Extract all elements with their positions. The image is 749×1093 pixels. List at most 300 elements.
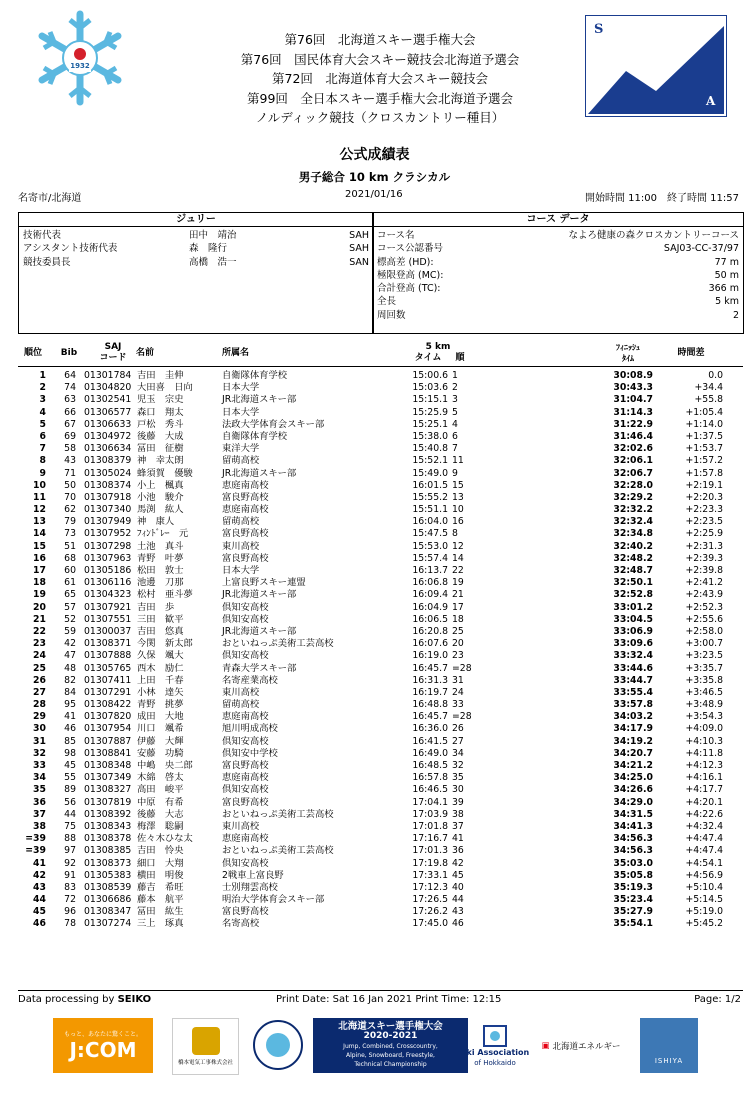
result-bib: 88 <box>64 833 76 845</box>
result-club: 恵庭南高校 <box>222 479 269 491</box>
result-club: 倶知安高校 <box>222 613 269 625</box>
result-diff: +55.8 <box>694 394 723 406</box>
result-row <box>18 894 743 906</box>
jury-row <box>19 242 373 255</box>
result-row <box>18 821 743 833</box>
result-bib: 89 <box>64 784 76 796</box>
col-rank: 順位 <box>23 348 42 358</box>
result-club: 富良野高校 <box>222 906 269 918</box>
result-rank: 21 <box>33 613 46 625</box>
result-name: 蜂須賀 優駿 <box>137 467 193 479</box>
result-rank: 31 <box>33 735 46 747</box>
result-club: 留萌高校 <box>222 516 260 528</box>
result-bib: 71 <box>64 467 76 479</box>
result-split-order: 46 <box>452 918 464 930</box>
result-diff: +4:17.7 <box>685 784 723 796</box>
result-diff: +4:10.3 <box>685 735 723 747</box>
result-name: 松村 亜斗夢 <box>137 589 193 601</box>
result-finish-time: 31:22.9 <box>613 418 653 430</box>
result-split-order: 5 <box>452 406 458 418</box>
result-rank: 9 <box>39 467 46 479</box>
result-saj-code: 01307349 <box>84 772 132 784</box>
result-split-time: 17:01.3 <box>412 845 448 857</box>
result-bib: 47 <box>64 650 76 662</box>
result-bib: 41 <box>64 711 76 723</box>
col-finish-time: ﾀｲﾑ <box>622 354 634 363</box>
course-label: 全長 <box>377 296 397 308</box>
championship-banner: 北海道スキー選手権大会 2020-2021 Jump, Combined, Crosscountry, Alpine, Snowboard, Freestyle, Technical Championship <box>313 1018 468 1073</box>
result-split-order: 4 <box>452 418 458 430</box>
result-diff: +1:57.8 <box>685 467 723 479</box>
result-split-time: 15:52.1 <box>412 455 448 467</box>
result-finish-time: 34:19.2 <box>613 735 653 747</box>
result-saj-code: 01305186 <box>84 565 132 576</box>
result-row <box>18 589 743 601</box>
result-club: 日本大学 <box>222 382 260 394</box>
result-diff: +2:55.6 <box>685 613 723 625</box>
result-saj-code: 01308385 <box>84 845 132 857</box>
result-bib: 46 <box>64 723 76 735</box>
result-rank: 36 <box>33 796 46 808</box>
result-diff: +2:19.1 <box>685 479 723 491</box>
result-split-time: 15:15.1 <box>412 394 448 406</box>
result-name: 後藤 大成 <box>137 430 184 442</box>
result-saj-code: 01304323 <box>84 589 132 601</box>
result-row <box>18 626 743 638</box>
result-split-order: 16 <box>452 516 464 528</box>
result-saj-code: 01307887 <box>84 735 132 747</box>
result-club: JR北海道スキー部 <box>222 589 297 601</box>
result-split-order: 33 <box>452 699 464 711</box>
result-club: 明治大学体育会スキー部 <box>222 894 325 906</box>
result-name: 久保 颯大 <box>137 650 184 662</box>
result-club: 富良野高校 <box>222 491 269 503</box>
result-name: 木綿 啓太 <box>137 772 184 784</box>
result-finish-time: 32:52.8 <box>613 589 653 601</box>
result-rank: 17 <box>33 565 46 576</box>
result-split-time: 15:49.0 <box>412 467 448 479</box>
result-saj-code: 01307949 <box>84 516 132 528</box>
result-club: 留萌高校 <box>222 455 260 467</box>
result-finish-time: 32:50.1 <box>613 577 653 589</box>
result-finish-time: 31:46.4 <box>613 430 653 442</box>
result-split-time: 15:00.6 <box>412 370 448 381</box>
result-finish-time: 32:29.2 <box>613 491 653 503</box>
result-club: 倶知安高校 <box>222 601 269 613</box>
result-split-order: 1 <box>452 370 458 381</box>
result-rank: 35 <box>33 784 46 796</box>
result-rank: 19 <box>33 589 46 601</box>
result-name: 伊藤 大輝 <box>137 735 184 747</box>
result-rank: 37 <box>33 808 46 820</box>
col-diff: 時間差 <box>677 348 705 358</box>
col-club: 所属名 <box>222 348 250 358</box>
result-split-time: 16:13.7 <box>412 565 448 576</box>
logo-year: 1932 <box>70 62 90 70</box>
result-saj-code: 01308539 <box>84 881 132 893</box>
result-diff: +4:22.6 <box>685 808 723 820</box>
result-bib: 97 <box>64 845 76 857</box>
result-saj-code: 01307298 <box>84 540 132 552</box>
jury-club: SAN <box>349 256 369 268</box>
result-split-order: 45 <box>452 869 464 881</box>
seiko-logo: SEIKO <box>117 994 152 1005</box>
result-row <box>18 906 743 918</box>
result-row <box>18 614 743 626</box>
result-finish-time: 32:02.6 <box>613 443 653 455</box>
result-split-time: 17:12.3 <box>412 881 448 893</box>
result-split-order: 20 <box>452 638 464 650</box>
result-split-time: 17:16.7 <box>412 833 448 845</box>
result-row <box>18 468 743 480</box>
result-diff: +5:10.4 <box>685 881 723 893</box>
result-club: 恵庭南高校 <box>222 711 269 723</box>
result-bib: 67 <box>64 418 76 430</box>
result-split-order: 18 <box>452 613 464 625</box>
result-split-time: 15:03.6 <box>412 382 448 394</box>
result-rank: 45 <box>33 906 46 918</box>
result-rank: 20 <box>33 601 46 613</box>
event-header <box>170 30 590 128</box>
result-split-time: 17:26.2 <box>412 906 448 918</box>
result-finish-time: 33:09.6 <box>613 638 653 650</box>
result-name: 神 幸太朗 <box>137 455 184 467</box>
result-rank: 13 <box>33 516 46 528</box>
course-row <box>373 309 743 322</box>
result-split-order: 23 <box>452 650 464 662</box>
result-bib: 51 <box>64 540 76 552</box>
result-rank: 10 <box>33 479 46 491</box>
result-name: 小上 楓真 <box>137 479 184 491</box>
result-split-order: 32 <box>452 760 464 771</box>
result-name: ﾌｨﾝﾄﾞﾚｰ 元 <box>137 528 189 540</box>
result-bib: 63 <box>64 394 76 406</box>
result-split-order: 6 <box>452 430 458 442</box>
result-finish-time: 34:56.3 <box>613 833 653 845</box>
result-saj-code: 01308343 <box>84 820 132 832</box>
print-info: Print Date: Sat 16 Jan 2021 Print Time: 12:15 <box>276 994 502 1005</box>
result-diff: +3:00.7 <box>685 638 723 650</box>
result-club: 富良野高校 <box>222 552 269 564</box>
result-split-order: 12 <box>452 540 464 552</box>
result-bib: 60 <box>64 565 76 576</box>
result-diff: +4:47.4 <box>685 845 723 857</box>
result-row <box>18 845 743 857</box>
result-bib: 69 <box>64 430 76 442</box>
result-finish-time: 30:08.9 <box>613 370 653 381</box>
result-saj-code: 01307291 <box>84 686 132 698</box>
result-name: 上田 千春 <box>137 674 184 686</box>
result-name: 森口 翔太 <box>137 406 184 418</box>
result-bib: 79 <box>64 516 76 528</box>
result-diff: +1:05.4 <box>685 406 723 418</box>
result-name: 児玉 宗史 <box>137 394 184 406</box>
result-split-order: 43 <box>452 906 464 918</box>
result-bib: 56 <box>64 796 76 808</box>
result-saj-code: 01306577 <box>84 406 132 418</box>
result-split-time: 16:31.3 <box>412 674 448 686</box>
result-name: 松田 敦士 <box>137 565 184 576</box>
result-bib: 61 <box>64 577 76 589</box>
result-club: 富良野高校 <box>222 528 269 540</box>
result-row <box>18 748 743 760</box>
result-split-time: 16:06.8 <box>412 577 448 589</box>
result-split-time: 15:25.9 <box>412 406 448 418</box>
result-saj-code: 01307888 <box>84 650 132 662</box>
result-club: 法政大学体育会スキー部 <box>222 418 325 430</box>
result-club: 東川高校 <box>222 540 260 552</box>
result-saj-code: 01308422 <box>84 699 132 711</box>
result-saj-code: 01306686 <box>84 894 132 906</box>
result-split-order: =28 <box>452 711 472 723</box>
result-rank: 32 <box>33 747 46 759</box>
result-club: 士別翔雲高校 <box>222 881 278 893</box>
race-date: 2021/01/16 <box>345 189 403 200</box>
result-saj-code: 01308841 <box>84 747 132 759</box>
result-row <box>18 699 743 711</box>
result-saj-code: 01301784 <box>84 370 132 381</box>
result-split-order: 22 <box>452 565 464 576</box>
result-saj-code: 01304820 <box>84 382 132 394</box>
result-diff: +1:57.2 <box>685 455 723 467</box>
ski-association-icon <box>482 1024 508 1048</box>
result-club: 倶知安高校 <box>222 857 269 869</box>
col-saj: SAJ <box>104 342 122 352</box>
result-diff: +2:58.0 <box>685 625 723 637</box>
ski-association-logo: Ski Association of Hokkaido <box>460 1018 530 1073</box>
result-saj-code: 01308348 <box>84 760 132 771</box>
result-diff: +4:54.1 <box>685 857 723 869</box>
result-diff: +2:39.8 <box>685 565 723 576</box>
result-rank: 14 <box>33 528 46 540</box>
course-value: なよろ健康の森クロスカントリーコース <box>568 230 739 241</box>
result-finish-time: 34:03.2 <box>613 711 653 723</box>
result-name: 西木 励仁 <box>137 662 184 674</box>
result-split-time: 16:48.5 <box>412 760 448 771</box>
result-club: 恵庭南高校 <box>222 833 269 845</box>
result-name: 横田 明俊 <box>137 869 184 881</box>
result-diff: +1:53.7 <box>685 443 723 455</box>
kitakawa-icon <box>192 1027 220 1055</box>
result-split-order: 41 <box>452 833 464 845</box>
result-rank: 38 <box>33 820 46 832</box>
result-saj-code: 01307918 <box>84 491 132 503</box>
result-split-order: 19 <box>452 577 464 589</box>
result-row <box>18 382 743 394</box>
result-club: 名寄高校 <box>222 918 260 930</box>
event-subtitle: 男子総合 10 km クラシカル <box>298 170 451 184</box>
result-name: 高田 峻平 <box>137 784 184 796</box>
result-rank: 43 <box>33 881 46 893</box>
result-split-time: 16:19.7 <box>412 686 448 698</box>
saj-logo <box>585 15 727 117</box>
jcom-logo: もっと、あなたに驚くこと。 J:COM <box>53 1018 153 1073</box>
result-split-time: 16:04.9 <box>412 601 448 613</box>
result-rank: 42 <box>33 869 46 881</box>
result-row <box>18 370 743 382</box>
result-split-order: 13 <box>452 491 464 503</box>
result-row <box>18 528 743 540</box>
result-rank: 22 <box>33 625 46 637</box>
result-bib: 72 <box>64 894 76 906</box>
result-finish-time: 33:06.9 <box>613 625 653 637</box>
result-club: 倶知安中学校 <box>222 747 278 759</box>
result-rows <box>18 367 743 931</box>
result-row <box>18 504 743 516</box>
result-split-order: 11 <box>452 455 464 467</box>
course-row <box>373 242 743 255</box>
result-rank: 2 <box>39 382 46 394</box>
result-name: 今関 新太郎 <box>137 638 193 650</box>
jury-name: 田中 靖治 <box>189 230 237 241</box>
jury-row <box>19 256 373 269</box>
course-label: コース公認番号 <box>377 243 444 255</box>
result-name: 馬渕 紘人 <box>137 504 184 516</box>
result-rank: 18 <box>33 577 46 589</box>
result-club: 富良野高校 <box>222 760 269 771</box>
result-split-time: 16:06.5 <box>412 613 448 625</box>
result-diff: +3:35.8 <box>685 674 723 686</box>
result-split-order: 2 <box>452 382 458 394</box>
header-line-1: 第76回 北海道スキー選手権大会 <box>284 32 476 47</box>
result-finish-time: 33:55.4 <box>613 686 653 698</box>
result-rank: 44 <box>33 894 46 906</box>
result-bib: 96 <box>64 906 76 918</box>
result-club: 自衛隊体育学校 <box>222 430 288 442</box>
result-rank: 33 <box>33 760 46 771</box>
result-diff: +34.4 <box>694 382 723 394</box>
result-bib: 91 <box>64 869 76 881</box>
result-bib: 57 <box>64 601 76 613</box>
result-bib: 98 <box>64 747 76 759</box>
result-name: 青野 叶夢 <box>137 552 184 564</box>
result-row <box>18 492 743 504</box>
result-club: おといねっぷ美術工芸高校 <box>222 808 334 820</box>
kitakawa-logo: 橋本電気工事株式会社 <box>172 1018 239 1075</box>
result-rank: 23 <box>33 638 46 650</box>
result-saj-code: 01307340 <box>84 504 132 516</box>
result-diff: +2:31.3 <box>685 540 723 552</box>
result-row <box>18 797 743 809</box>
result-name: 後藤 大志 <box>137 808 184 820</box>
result-saj-code: 01308371 <box>84 638 132 650</box>
result-diff: +2:20.3 <box>685 491 723 503</box>
result-club: 倶知安高校 <box>222 784 269 796</box>
jury-row <box>19 229 373 242</box>
result-diff: +3:23.5 <box>685 650 723 662</box>
result-diff: +4:09.0 <box>685 723 723 735</box>
result-split-time: 15:40.8 <box>412 443 448 455</box>
result-row <box>18 675 743 687</box>
result-row <box>18 772 743 784</box>
header-line-3: 第72回 北海道体育大会スキー競技会 <box>272 71 488 86</box>
result-saj-code: 01304972 <box>84 430 132 442</box>
result-diff: +5:14.5 <box>685 894 723 906</box>
header-line-2: 第76回 国民体育大会スキー競技会北海道予選会 <box>240 51 520 67</box>
result-rank: 5 <box>39 418 46 430</box>
result-saj-code: 01308347 <box>84 906 132 918</box>
result-split-order: 35 <box>452 772 464 784</box>
jury-name: 森 隆行 <box>189 243 228 255</box>
result-name: 神 康人 <box>137 516 175 528</box>
result-saj-code: 01308392 <box>84 808 132 820</box>
result-rank: 26 <box>33 674 46 686</box>
col-saj-code: コード <box>99 353 127 363</box>
result-rank: 11 <box>33 491 46 503</box>
result-diff: +4:12.3 <box>685 760 723 771</box>
result-bib: 95 <box>64 699 76 711</box>
result-name: 大田喜 日向 <box>137 382 193 394</box>
result-split-order: 30 <box>452 784 464 796</box>
result-bib: 52 <box>64 613 76 625</box>
result-name: 三田 歓平 <box>137 613 184 625</box>
result-name: 梅澤 聡嗣 <box>137 820 184 832</box>
result-split-time: 16:19.0 <box>412 650 448 662</box>
result-split-time: 15:38.0 <box>412 430 448 442</box>
result-row <box>18 833 743 845</box>
championship-emblem-icon <box>251 1018 306 1073</box>
result-bib: 66 <box>64 406 76 418</box>
result-name: 安藤 功騎 <box>137 747 184 759</box>
result-split-time: 16:41.5 <box>412 735 448 747</box>
result-finish-time: 32:32.4 <box>613 516 653 528</box>
result-bib: 70 <box>64 491 76 503</box>
result-club: 2戦車上富良野 <box>222 869 284 881</box>
result-split-order: 15 <box>452 479 464 491</box>
result-diff: +4:32.4 <box>685 820 723 832</box>
result-saj-code: 01307921 <box>84 601 132 613</box>
col-bib: Bib <box>60 348 78 358</box>
result-split-order: 37 <box>452 820 464 832</box>
result-name: 中原 有希 <box>137 796 184 808</box>
result-diff: +2:39.3 <box>685 552 723 564</box>
result-diff: +2:41.2 <box>685 577 723 589</box>
result-club: 恵庭南高校 <box>222 504 269 516</box>
result-split-order: 3 <box>452 394 458 406</box>
result-row <box>18 650 743 662</box>
result-rank: 3 <box>39 394 46 406</box>
result-finish-time: 32:32.2 <box>613 504 653 516</box>
course-row <box>373 295 743 308</box>
jury-heading: ジュリー <box>19 213 373 227</box>
result-diff: +4:56.9 <box>685 869 723 881</box>
results-header <box>18 340 743 367</box>
result-diff: +2:23.3 <box>685 504 723 516</box>
result-club: JR北海道スキー部 <box>222 467 297 479</box>
result-bib: 44 <box>64 808 76 820</box>
result-bib: 68 <box>64 552 76 564</box>
championship-emblem <box>246 1018 311 1073</box>
course-row <box>373 282 743 295</box>
result-rank: 41 <box>33 857 46 869</box>
result-name: 戸松 秀斗 <box>137 418 184 430</box>
result-bib: 43 <box>64 455 76 467</box>
result-diff: 0.0 <box>708 370 723 381</box>
result-split-time: 15:47.5 <box>412 528 448 540</box>
result-club: 倶知安高校 <box>222 735 269 747</box>
result-saj-code: 01308373 <box>84 857 132 869</box>
result-rank: 4 <box>39 406 46 418</box>
result-saj-code: 01307963 <box>84 552 132 564</box>
result-bib: 75 <box>64 820 76 832</box>
result-split-order: 39 <box>452 796 464 808</box>
result-finish-time: 32:06.1 <box>613 455 653 467</box>
jury-role: 競技委員長 <box>23 256 71 268</box>
result-name: 冨田 紘生 <box>137 906 184 918</box>
result-club: 日本大学 <box>222 565 260 576</box>
result-name: 冨田 征樹 <box>137 443 184 455</box>
snowflake-logo <box>30 8 130 108</box>
